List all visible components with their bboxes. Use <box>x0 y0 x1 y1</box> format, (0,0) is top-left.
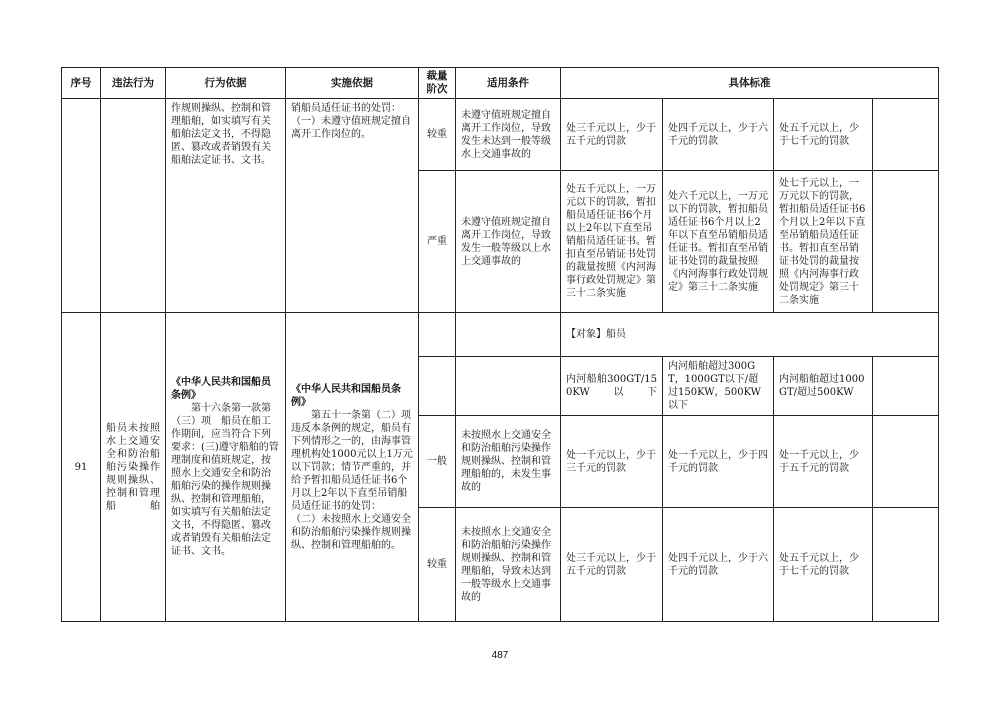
std-cell-1: 处一千元以上，少于三千元的罚款 <box>561 416 663 508</box>
std-cell-1: 处五千元以上，一万元以下的罚款，暂扣船员适任证书6个月以上2年以下直至吊销船员适任证书。暂扣直至吊销证书处罚的裁量按照《内河海事行政处罚规定》第三十二条实施 <box>561 171 663 313</box>
cond-cell: 未按照水上交通安全和防治船舶污染操作规则操纵、控制和管理船舶，导致未达到一般等级水上交通事故的 <box>456 508 561 622</box>
std-cell-1: 处三千元以上，少于五千元的罚款 <box>561 99 663 171</box>
level-cell: 一般 <box>419 416 456 508</box>
std-cell-empty <box>873 508 939 622</box>
level-cell: 严重 <box>419 171 456 313</box>
std-cell-2: 处四千元以上，少于六千元的罚款 <box>663 99 774 171</box>
header-violation: 违法行为 <box>101 68 166 99</box>
table-row <box>62 99 939 171</box>
cont-basis-cell: 作规则操纵、控制和管理船舶，如实填写有关船舶法定文书，不得隐匿、篡改或者销毁有关船舶法定证书、文书。 <box>166 99 286 313</box>
header-std: 具体标准 <box>561 68 939 99</box>
cond-cell-empty <box>456 357 561 416</box>
item-seq-cell: 91 <box>62 313 101 622</box>
item-basis-cell <box>166 313 286 622</box>
cond-cell: 未遵守值班规定擅自离开工作岗位，导致发生未达到一般等级水上交通事故的 <box>456 99 561 171</box>
std-cell-1: 处三千元以上，少于五千元的罚款 <box>561 508 663 622</box>
basis-body: 第十六条第一款第（三）项 船员在船工作期间，应当符合下列要求：(三)遵守船舶的管理制度和值班规定，按照水上交通安全和防治船舶污染的操作规则操纵、控制和管理船舶，如实填写有关船舶法定文书，不得隐匿、篡改或者销毁有关船舶法定证书、文书。 <box>171 403 279 557</box>
penalty-table <box>61 67 939 622</box>
header-basis: 行为依据 <box>166 68 286 99</box>
std-cell-2: 处一千元以上，少于四千元的罚款 <box>663 416 774 508</box>
std-cell-empty <box>873 416 939 508</box>
level-cell-empty <box>419 357 456 416</box>
tonnage-cell-2: 内河船舶超过300GT，1000GT以下/超过150KW，500KW以下 <box>663 357 774 416</box>
tonnage-cell-1: 内河船舶300GT/150KW以下 <box>561 357 663 416</box>
page-number: 487 <box>491 650 509 661</box>
std-cell-empty <box>873 99 939 171</box>
cont-seq-cell <box>62 99 101 313</box>
level-cell-empty <box>419 313 456 357</box>
impl-title: 《中华人民共和国船员条例》 <box>291 383 401 408</box>
tonnage-cell-3: 内河船舶超过1000GT/超过500KW <box>774 357 873 416</box>
cond-cell: 未遵守值班规定擅自离开工作岗位，导致发生一般等级以上水上交通事故的 <box>456 171 561 313</box>
object-cell: 【对象】船员 <box>561 313 939 357</box>
impl-body: 第五十一条第（二）项 违反本条例的规定，船员有下列情形之一的，由海事管理机构处1000元以上1万元以下罚款；情节严重的，并给予暂扣船员适任证书6个月以上2年以下直至吊销船员适任证书的处罚： （二）未按照水上交通安全和防治船舶污染操作规则操纵、控制和管理船舶的。 <box>291 409 413 551</box>
std-cell-empty <box>873 171 939 313</box>
header-cond: 适用条件 <box>456 68 561 99</box>
std-cell-3: 处五千元以上，少于七千元的罚款 <box>774 508 873 622</box>
cond-cell-empty <box>456 313 561 357</box>
header-level: 裁量 阶次 <box>419 68 456 99</box>
std-cell-3: 处一千元以上，少于五千元的罚款 <box>774 416 873 508</box>
std-cell-3: 处五千元以上，少于七千元的罚款 <box>774 99 873 171</box>
std-cell-2: 处四千元以上，少于六千元的罚款 <box>663 508 774 622</box>
std-cell-2: 处六千元以上，一万元以下的罚款，暂扣船员适任证书6个月以上2年以下直至吊销船员适任证书。暂扣直至吊销证书处罚的裁量按照《内河海事行政处罚规定》第三十二条实施 <box>663 171 774 313</box>
cont-violation-cell <box>101 99 166 313</box>
item-violation-cell: 船员未按照水上交通安全和防治船舶污染操作规则操纵、控制和管理船舶 <box>101 313 166 622</box>
header-row <box>62 68 939 99</box>
basis-title: 《中华人民共和国船员条例》 <box>171 377 271 401</box>
std-cell-empty <box>873 357 939 416</box>
item-impl-cell <box>286 313 419 622</box>
cont-impl-cell: 销船员适任证书的处罚： （一）未遵守值班规定擅自离开工作岗位的。 <box>286 99 419 313</box>
level-cell: 较重 <box>419 99 456 171</box>
header-seq: 序号 <box>62 68 101 99</box>
cond-cell: 未按照水上交通安全和防治船舶污染操作规则操纵、控制和管理船舶的，未发生事故的 <box>456 416 561 508</box>
std-cell-3: 处七千元以上，一万元以下的罚款，暂扣船员适任证书6个月以上2年以下直至吊销船员适任证书。暂扣直至吊销证书处罚的裁量按照《内河海事行政处罚规定》第三十二条实施 <box>774 171 873 313</box>
header-impl: 实施依据 <box>286 68 419 99</box>
table-row <box>62 313 939 357</box>
level-cell: 较重 <box>419 508 456 622</box>
